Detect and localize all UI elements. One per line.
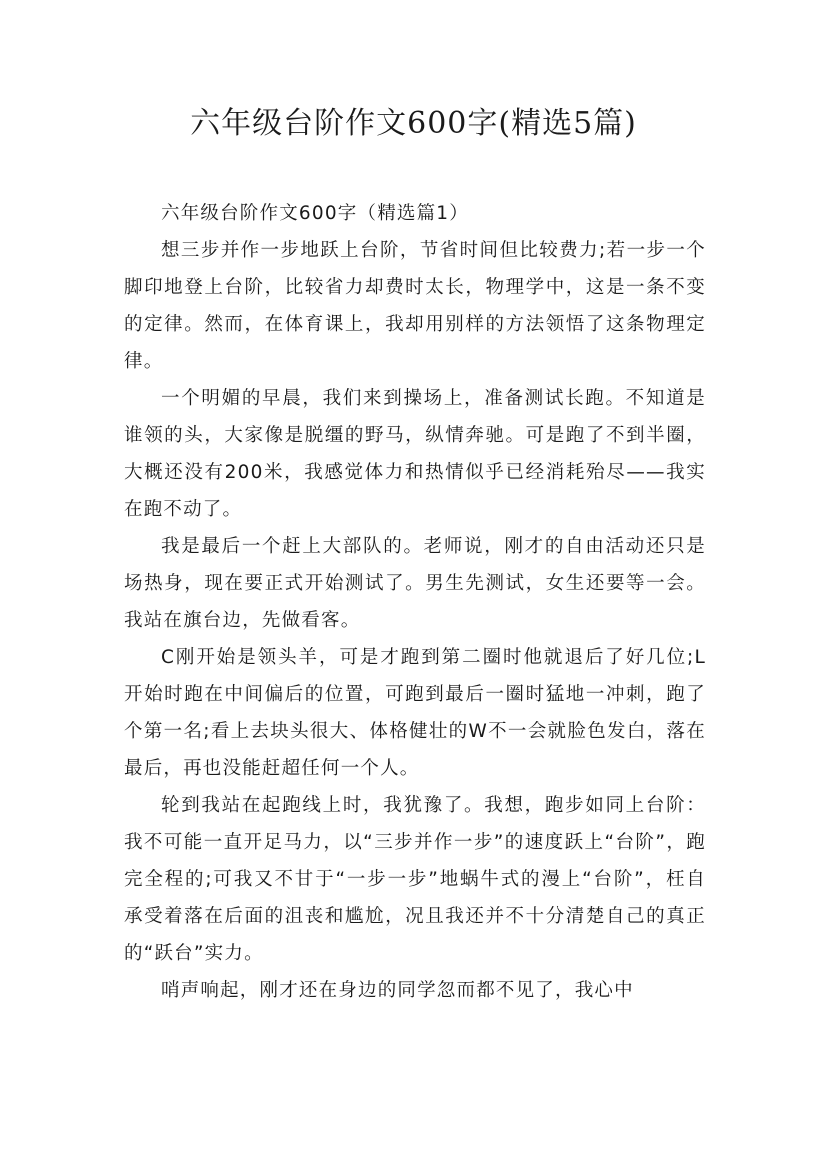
paragraph-3: 我是最后一个赶上大部队的。老师说，刚才的自由活动还只是场热身，现在要正式开始测试了。男生先测试，女生还要等一会。我站在旗台边，先做看客。	[124, 536, 706, 631]
paragraph-6: 哨声响起，刚才还在身边的同学忽而都不见了，我心中	[161, 980, 634, 1001]
paragraph-2: 一个明媚的早晨，我们来到操场上，准备测试长跑。不知道是谁领的头，大家像是脱缰的野马，纵情奔驰。可是跑了不到半圈，大概还没有200米，我感觉体力和热情似乎已经消耗殆尽——我实在跑不动了。	[124, 388, 706, 520]
document-body	[124, 195, 706, 1009]
section-subheading: 六年级台阶作文600字（精选篇1）	[161, 203, 469, 224]
paragraph-4: C刚开始是领头羊，可是才跑到第二圈时他就退后了好几位;L开始时跑在中间偏后的位置，可跑到最后一圈时猛地一冲刺，跑了个第一名;看上去块头很大、体格健壮的W不一会就脸色发白，落在最后，再也没能赶超任何一个人。	[124, 647, 706, 779]
paragraph-5: 轮到我站在起跑线上时，我犹豫了。我想，跑步如同上台阶：我不可能一直开足马力，以“三步并作一步”的速度跃上“台阶”，跑完全程的;可我又不甘于“一步一步”地蜗牛式的漫上“台阶”，枉自承受着落在后面的沮丧和尴尬，况且我还并不十分清楚自己的真正的“跃台”实力。	[124, 795, 706, 964]
document-title: 六年级台阶作文600字(精选5篇)	[190, 106, 637, 141]
paragraph-1: 想三步并作一步地跃上台阶，节省时间但比较费力;若一步一个脚印地登上台阶，比较省力却费时太长，物理学中，这是一条不变的定律。然而，在体育课上，我却用别样的方法领悟了这条物理定律。	[124, 240, 706, 372]
